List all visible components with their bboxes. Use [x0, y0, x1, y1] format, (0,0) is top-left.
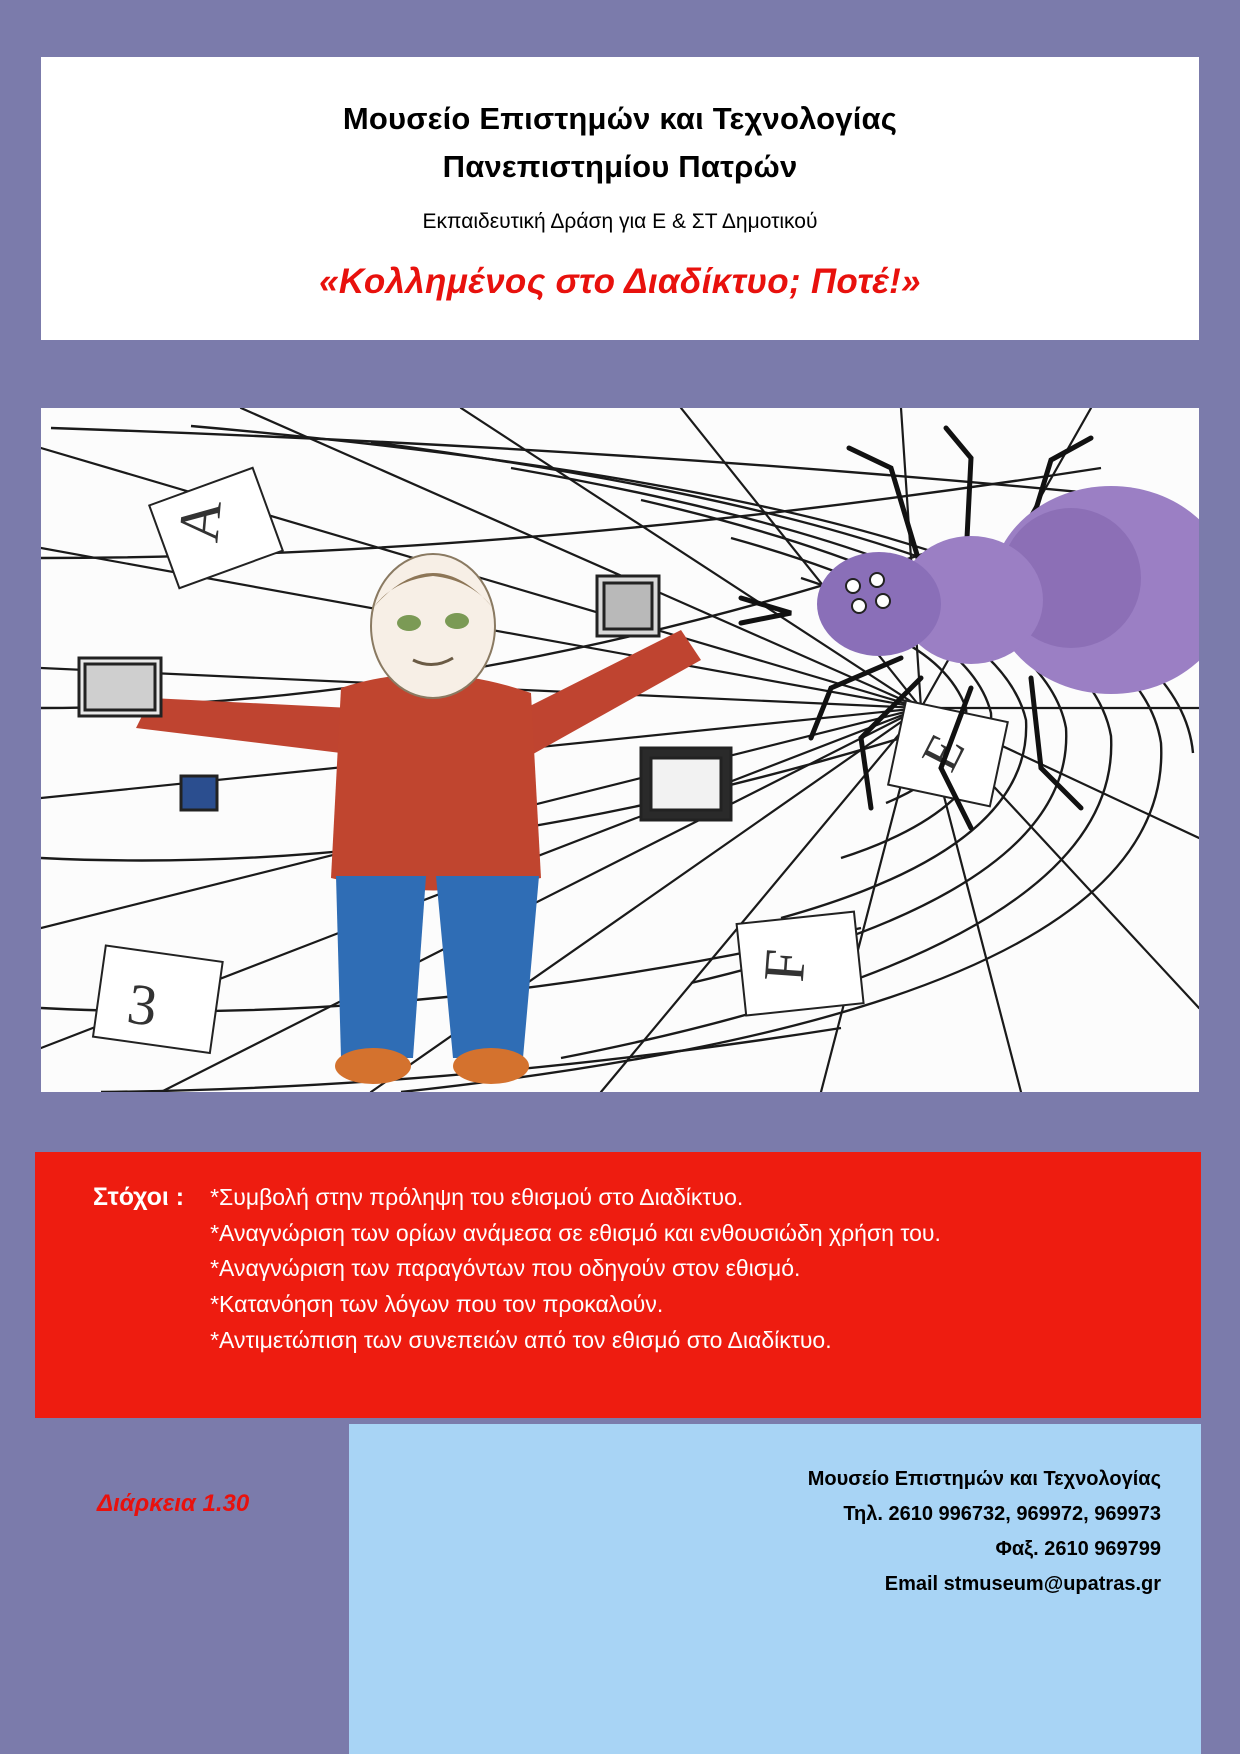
contact-phone: Τηλ. 2610 996732, 969972, 969973 — [843, 1503, 1161, 1525]
svg-text:E: E — [911, 725, 977, 780]
spiderweb-drawing-icon — [41, 408, 1199, 1092]
organization-title-line2: Πανεπιστημίου Πατρών — [442, 149, 798, 185]
contact-fax: Φαξ. 2610 969799 — [995, 1538, 1161, 1560]
organization-title-line1: Μουσείο Επιστημών και Τεχνολογίας — [342, 101, 898, 136]
svg-text:F: F — [750, 947, 818, 984]
goal-item: *Κατανόηση των λόγων που τον προκαλούν. — [210, 1290, 664, 1317]
goals-list — [192, 1180, 941, 1358]
goal-item: *Αναγνώριση των ορίων ανάμεσα σε εθισμό και ενθουσιώδη χρήση του. — [210, 1219, 941, 1246]
contact-organization: Μουσείο Επιστημών και Τεχνολογίας — [807, 1468, 1161, 1490]
goal-item: *Αντιμετώπιση των συνεπειών από τον εθισμό στο Διαδίκτυο. — [210, 1326, 832, 1353]
svg-text:3: 3 — [123, 970, 162, 1039]
goal-item: *Συμβολή στην πρόληψη του εθισμού στο Διαδίκτυο. — [210, 1184, 744, 1210]
goals-label: Στόχοι : — [93, 1183, 185, 1211]
goal-item: *Αναγνώριση των παραγόντων που οδηγούν στον εθισμό. — [210, 1255, 801, 1282]
header-panel — [41, 57, 1199, 340]
svg-text:A: A — [165, 497, 234, 545]
duration-label: Διάρκεια 1.30 — [97, 1490, 250, 1517]
illustration-image — [41, 408, 1199, 1092]
contact-panel — [349, 1424, 1201, 1754]
header-subtitle: Εκπαιδευτική Δράση για Ε & ΣΤ Δημοτικού — [422, 210, 818, 234]
contact-email: Email stmuseum@upatras.gr — [884, 1573, 1161, 1595]
page-title: «Κολλημένος στο Διαδίκτυο; Ποτέ!» — [319, 262, 921, 302]
goals-panel — [35, 1152, 1201, 1418]
